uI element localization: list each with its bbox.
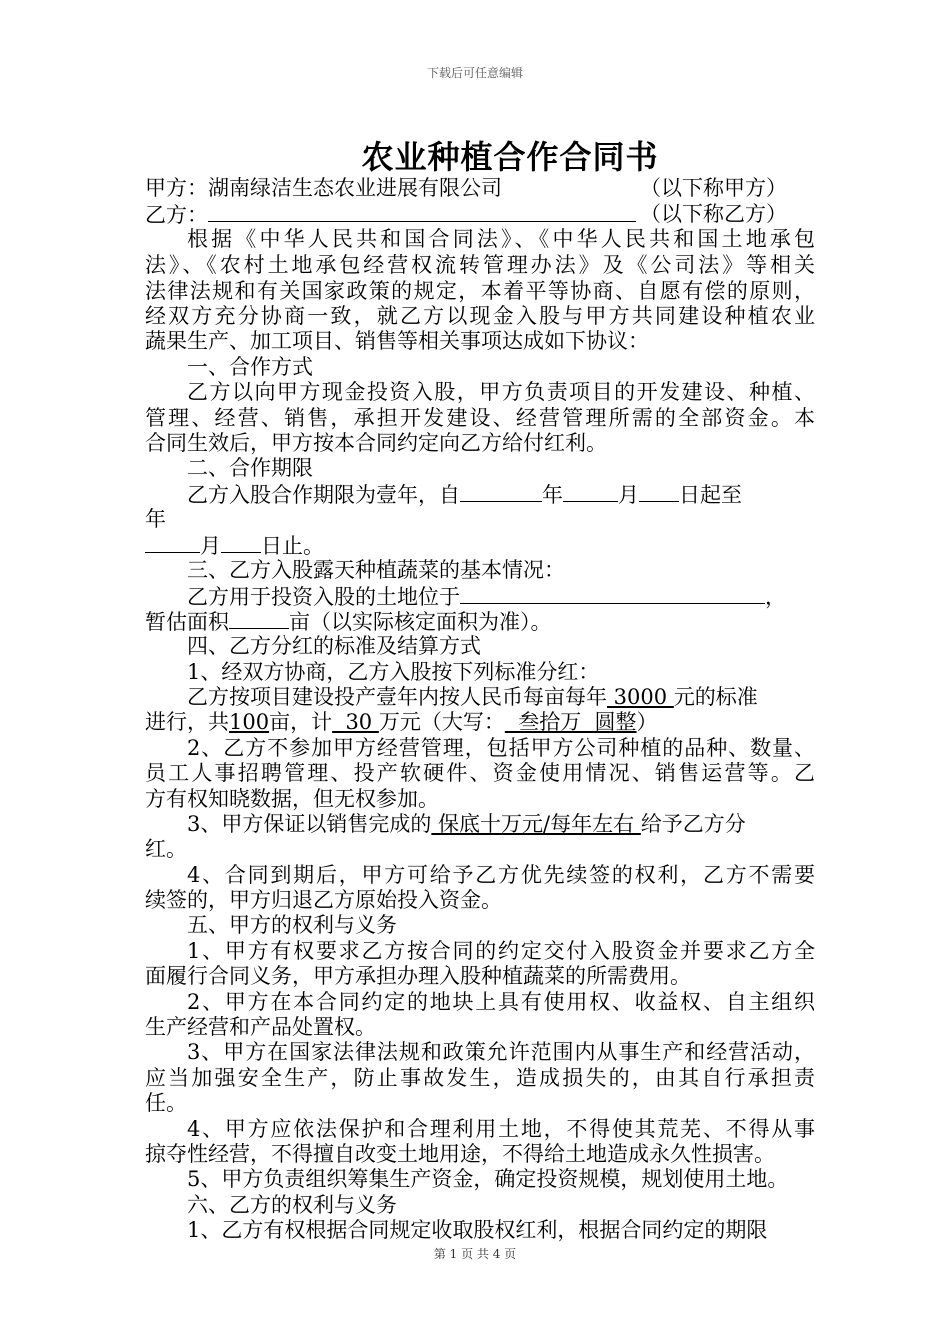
preamble-line: 法》、《农村土地承包经营权流转管理办法》及《公司法》等相关 bbox=[145, 253, 815, 277]
land-text: 暂估面积 bbox=[145, 610, 229, 634]
location-blank bbox=[460, 583, 765, 604]
land-text: ， bbox=[765, 585, 786, 609]
preamble-line: 根据《中华人民共和国合同法》、《中华人民共和国土地承包 bbox=[187, 227, 815, 251]
guarantee-text: 3、甲方保证以销售完成的 bbox=[187, 812, 432, 836]
party-b-label: 乙方： bbox=[145, 203, 208, 227]
dividend-line bbox=[187, 684, 857, 710]
term-text: 日止。 bbox=[261, 534, 324, 558]
paragraph-line: 4、合同到期后，甲方可给予乙方优先续签的权利，乙方不需要 bbox=[187, 863, 815, 887]
party-a-name: 湖南绿洁生态农业进展有限公司 bbox=[208, 176, 502, 200]
dividend-text: 进行，共 bbox=[145, 710, 229, 734]
preamble-line: 法律法规和有关国家政策的规定，本着平等协商、自愿有偿的原则， bbox=[145, 279, 815, 303]
section-heading: 三、乙方入股露天种植蔬菜的基本情况： bbox=[187, 558, 565, 582]
term-line: 年 bbox=[145, 507, 166, 531]
paragraph-line: 1、乙方有权根据合同规定收取股权红利，根据合同约定的期限 bbox=[187, 1218, 768, 1242]
dividend-text: 乙方按项目建设投产壹年内按人民币每亩每年 bbox=[187, 685, 607, 709]
year-label: 年 bbox=[542, 483, 563, 507]
paragraph-line: 3、甲方在国家法律法规和政策允许范围内从事生产和经营活动， bbox=[187, 1040, 815, 1064]
document-title: 农业种植合作合同书 bbox=[361, 138, 659, 176]
preamble-line: 蔬果生产、加工项目、销售等相关事项达成如下协议： bbox=[145, 329, 649, 353]
term-text: 乙方入股合作期限为壹年，自 bbox=[187, 483, 460, 507]
paragraph-line: 2、甲方在本合同约定的地块上具有使用权、收益权、自主组织 bbox=[187, 990, 815, 1014]
paragraph-line: 红。 bbox=[145, 837, 187, 861]
dividend-text: 元的标准 bbox=[673, 685, 758, 709]
paragraph-line: 员工人事招聘管理、投产软硬件、资金使用情况、销售运营等。乙 bbox=[145, 761, 815, 785]
guarantee-text: 给予乙方分 bbox=[640, 812, 746, 836]
wan-value: 30 bbox=[332, 710, 379, 734]
paragraph-line: 面履行合同义务，甲方承担办理入股种植蔬菜的所需费用。 bbox=[145, 964, 691, 988]
dividend-line bbox=[145, 709, 815, 735]
month-blank bbox=[563, 481, 618, 502]
paragraph-line: 5、甲方负责组织筹集生产资金，确定投资规模，规划使用土地。 bbox=[187, 1167, 789, 1191]
paragraph-line: 生产经营和产品处置权。 bbox=[145, 1015, 376, 1039]
page-footer: 第 1 页 共 4 页 bbox=[433, 1247, 517, 1261]
year-blank bbox=[460, 481, 542, 502]
land-text: 亩（以实际核定面积为准）。 bbox=[289, 610, 552, 634]
day-blank bbox=[639, 481, 679, 502]
section-heading: 一、合作方式 bbox=[187, 355, 313, 379]
mu-value: 100 bbox=[229, 710, 270, 734]
paragraph-line: 1、甲方有权要求乙方按合同的约定交付入股资金并要求乙方全 bbox=[187, 939, 815, 963]
paragraph-line: 应当加强安全生产，防止事故发生，造成损失的，由其自行承担责 bbox=[145, 1066, 815, 1090]
paragraph-line: 方有权知晓数据，但无权参加。 bbox=[145, 787, 439, 811]
per-mu-value: 3000 bbox=[607, 685, 674, 709]
paragraph-line: 续签的，甲方归退乙方原始投入资金。 bbox=[145, 888, 502, 912]
paragraph-line: 4、甲方应依法保护和合理利用土地，不得使其荒芜、不得从事 bbox=[187, 1117, 815, 1141]
party-b-alias: （以下称乙方） bbox=[640, 202, 787, 226]
day-blank bbox=[221, 532, 261, 553]
section-heading: 六、乙方的权利与义务 bbox=[187, 1193, 397, 1217]
land-line bbox=[145, 608, 815, 635]
paragraph-line: 管理、经营、销售，承担开发建设、经营管理所需的全部资金。本 bbox=[145, 406, 815, 430]
month-blank bbox=[145, 532, 200, 553]
paragraph-line: 乙方以向甲方现金投资入股，甲方负责项目的开发建设、种植、 bbox=[187, 380, 815, 404]
term-line bbox=[145, 532, 815, 559]
month-label: 月 bbox=[200, 534, 221, 558]
section-heading: 二、合作期限 bbox=[187, 456, 313, 480]
preamble-line: 经双方充分协商一致，就乙方以现金入股与甲方共同建设种植农业 bbox=[145, 304, 815, 328]
page-header: 下载后可任意编辑 bbox=[426, 66, 523, 80]
area-blank bbox=[229, 608, 289, 629]
party-a-label: 甲方： bbox=[145, 176, 208, 200]
paragraph-line: 合同生效后，甲方按本合同约定向乙方给付红利。 bbox=[145, 431, 607, 455]
dividend-text: ） bbox=[636, 710, 658, 734]
paragraph-line: 掠夺性经营，不得擅自改变土地用途，不得给土地造成永久性损害。 bbox=[145, 1142, 775, 1166]
month-label: 月 bbox=[618, 483, 639, 507]
paragraph-line: 1、经双方协商，乙方入股按下列标准分红： bbox=[187, 660, 600, 684]
paragraph-line: 任。 bbox=[145, 1091, 187, 1115]
land-line bbox=[187, 583, 857, 610]
dividend-text: 亩，计 bbox=[269, 710, 333, 734]
section-heading: 四、乙方分红的标准及结算方式 bbox=[187, 634, 481, 658]
land-text: 乙方用于投资入股的土地位于 bbox=[187, 585, 460, 609]
dividend-text: 万元（大写： bbox=[378, 710, 505, 734]
daxie-value: 叁拾万 圆整 bbox=[504, 710, 637, 734]
guarantee-value: 保底十万元/每年左右 bbox=[431, 812, 641, 836]
term-line bbox=[187, 481, 857, 508]
section-heading: 五、甲方的权利与义务 bbox=[187, 913, 397, 937]
paragraph-line: 2、乙方不参加甲方经营管理，包括甲方公司种植的品种、数量、 bbox=[187, 736, 815, 760]
guarantee-line bbox=[187, 811, 857, 837]
term-text: 日起至 bbox=[679, 483, 742, 507]
party-a-alias: （以下称甲方） bbox=[640, 176, 787, 200]
party-b-blank bbox=[208, 201, 636, 222]
